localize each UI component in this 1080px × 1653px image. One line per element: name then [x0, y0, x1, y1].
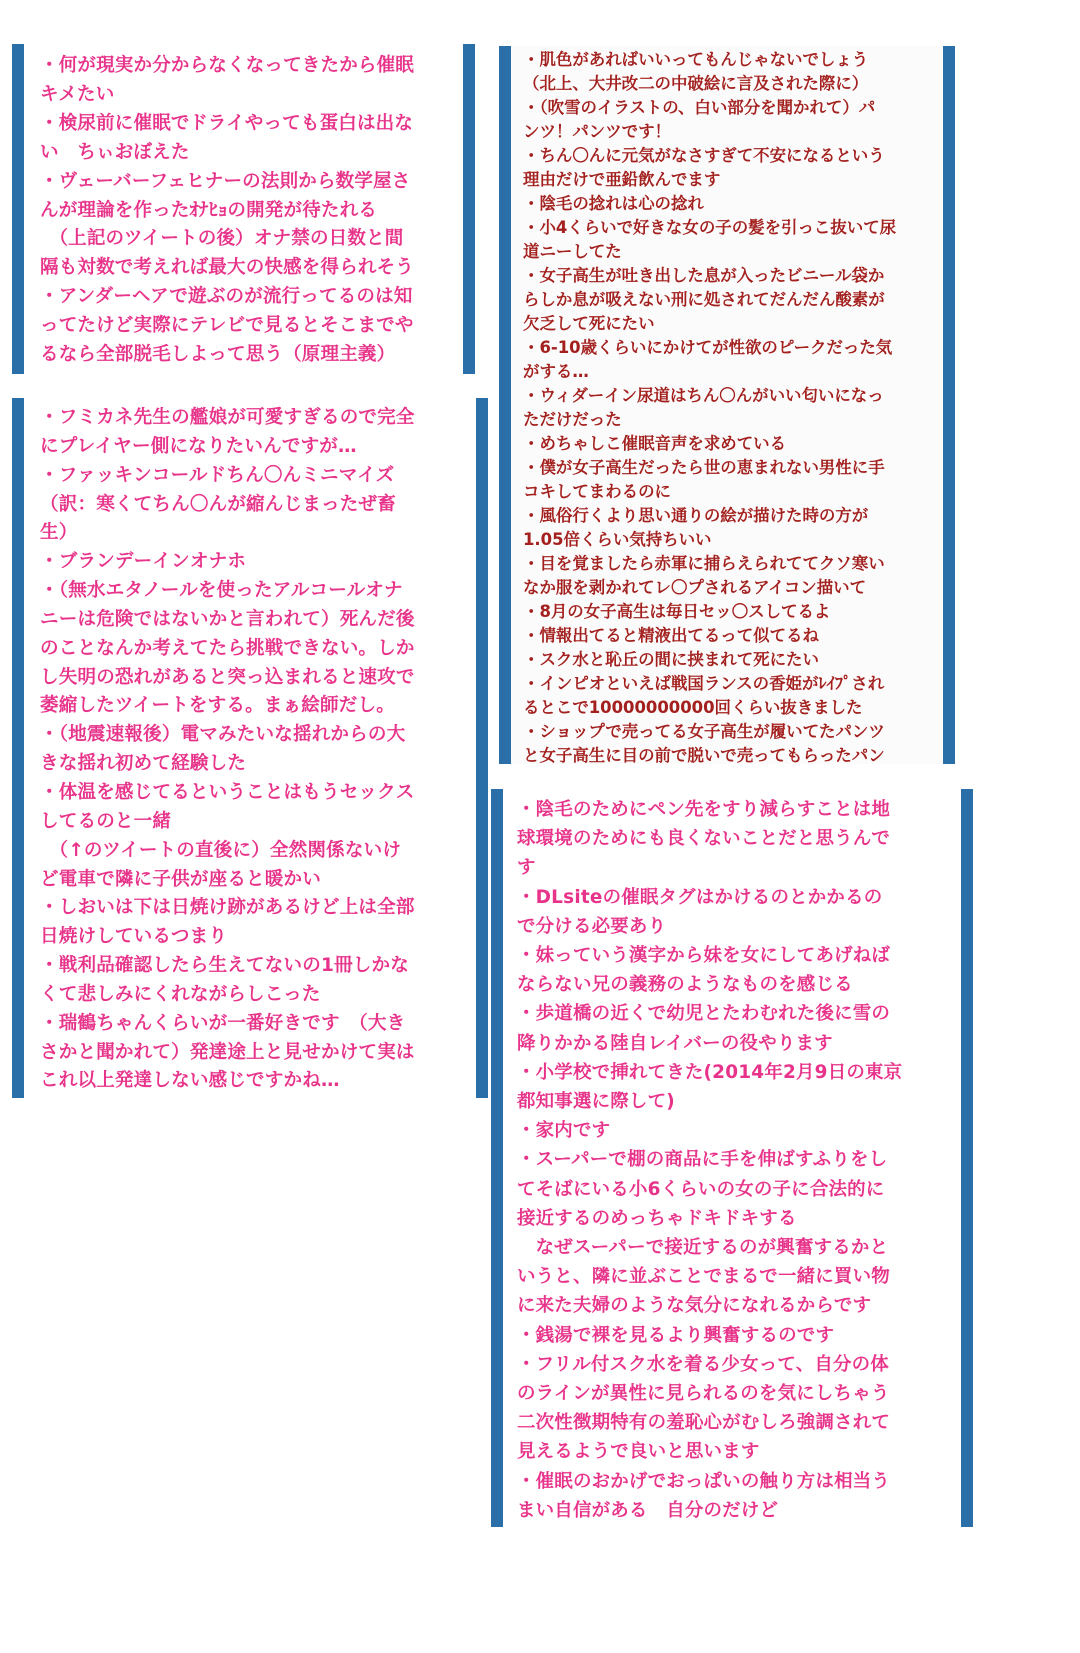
quote-line: ・陰毛の捻れは心の捻れ — [523, 194, 704, 213]
quote-line: ・目を覚ましたら赤軍に捕らえられててクソ寒い — [523, 554, 885, 573]
quote-line: ニーは危険ではないかと言われて）死んだ後 — [40, 608, 415, 630]
panel-c-lines — [523, 48, 955, 768]
quote-line: 球環境のためにも良くないことだと思うんで — [517, 828, 891, 850]
quote-line: 接近するのめっちゃドキドキする — [517, 1207, 797, 1229]
quote-line: ・ヴェーバーフェヒナーの法則から数学屋さ — [40, 170, 411, 192]
quote-line: ・ちん〇んに元気がなさすぎて不安になるという — [523, 146, 885, 165]
quote-line: 見えるようで良いと思います — [517, 1441, 760, 1463]
quote-line: ・スーパーで棚の商品に手を伸ばすふりをし — [517, 1149, 888, 1171]
quote-line: ・ブランデーインオナホ — [40, 551, 247, 573]
quote-line: （↑のツイートの直後に）全然関係ないけ — [40, 839, 402, 861]
quote-line: ・何が現実か分からなくなってきたから催眠 — [40, 55, 415, 76]
quote-line: 理由だけで亜鉛飲んでます — [523, 170, 721, 189]
quote-line: し失明の恐れがあると突っ込まれると速攻で — [40, 666, 415, 688]
quote-line: （北上、大井改二の中破絵に言及された際に） — [523, 74, 869, 93]
quote-line: ・検尿前に催眠でドライやっても蛋白は出な — [40, 112, 414, 134]
quote-line: ・風俗行くより思い通りの絵が描けた時の方が — [523, 506, 869, 525]
quote-line: ・しおいは下は日焼け跡があるけど上は全部 — [40, 897, 415, 919]
quote-line: す — [517, 857, 536, 879]
quote-line: （訳：寒くてちん〇んが縮んじまったぜ畜 — [40, 493, 396, 515]
quote-line: ・小学校で挿れてきた(2014年2月9日の東京 — [517, 1061, 903, 1083]
quote-line: くて悲しみにくれながらしこった — [40, 983, 321, 1005]
quote-panel-b — [12, 398, 488, 1098]
quote-line: 生） — [40, 522, 78, 544]
quote-line: ・DLsiteの催眠タグはかけるのとかかるの — [517, 886, 883, 908]
quote-line: 二次性徴期特有の羞恥心がむしろ強調されて — [517, 1412, 891, 1434]
quote-line: ・ファッキンコールドちん〇んミニマイズ — [40, 464, 395, 486]
quote-line: ・アンダーヘアで遊ぶのが流行ってるのは知 — [40, 286, 413, 308]
quote-line: ・8月の女子高生は毎日セッ〇スしてるよ — [523, 602, 831, 621]
quote-line: なか服を剥かれてレ〇プされるアイコン描いて — [523, 578, 867, 597]
quote-line: ・6-10歳くらいにかけてが性欲のピークだった気 — [523, 338, 893, 357]
quote-line: してるのと一緒 — [40, 810, 172, 832]
panel-c-left-bar — [499, 46, 511, 764]
quote-line: ど電車で隣に子供が座ると暖かい — [40, 868, 321, 890]
quote-line: これ以上発達しない感じですかね… — [40, 1070, 340, 1092]
quote-line: ・インピオといえば戦国ランスの香姫がﾚｲﾌﾟされ — [523, 674, 885, 693]
quote-line: なぜスーパーで接近するのが興奮するかと — [517, 1237, 889, 1259]
quote-line: ンツ！パンツです！ — [523, 122, 671, 141]
quote-line: ・フミカネ先生の艦娘が可愛すぎるので完全 — [40, 407, 415, 428]
quote-line: （上記のツイートの後）オナ禁の日数と間 — [40, 228, 404, 250]
quote-line: ・（地震速報後）電マみたいな揺れからの大 — [40, 724, 406, 746]
panel-d-left-bar — [491, 789, 503, 1527]
quote-line: ・めちゃしこ催眠音声を求めている — [523, 434, 787, 453]
panel-b-lines — [40, 404, 488, 1096]
quote-line: ・女子高生が吐き出した息が入ったビニール袋か — [523, 266, 885, 285]
quote-line: るなら全部脱毛しよって思う（原理主義） — [40, 344, 396, 366]
quote-line: ならない兄の義務のようなものを感じる — [517, 974, 853, 996]
quote-line: にプレイヤー側になりたいんですが… — [40, 435, 357, 457]
quote-line: い ちぃおぼえた — [40, 141, 190, 163]
quote-line: 都知事選に際して) — [517, 1091, 675, 1113]
quote-line: ・陰毛のためにペン先をすり減らすことは地 — [517, 799, 891, 820]
quote-line: 隔も対数で考えれば最大の快感を得られそう — [40, 257, 415, 279]
quote-line: キメたい — [40, 83, 115, 105]
quote-line: ・瑞鶴ちゃんくらいが一番好きです （大き — [40, 1012, 406, 1034]
quote-line: ・家内です — [517, 1120, 611, 1142]
quote-line: ・体温を感じてるということはもうセックス — [40, 781, 415, 803]
quote-panel-a — [12, 44, 475, 374]
quote-line: ・催眠のおかげでおっぱいの触り方は相当う — [517, 1470, 891, 1492]
quote-line: ・戦利品確認したら生えてないの1冊しかな — [40, 955, 409, 977]
panel-b-left-bar — [12, 398, 24, 1098]
quote-line: 降りかかる陸自レイバーの役やります — [517, 1032, 833, 1054]
quote-panel-c — [499, 46, 955, 764]
quote-line: ただけだった — [523, 410, 622, 429]
quote-line: ・妹っていう漢字から妹を女にしてあげねば — [517, 945, 891, 967]
quote-line: るとこで10000000000回くらい抜きました — [523, 698, 863, 717]
quote-line: さかと聞かれて）発達途上と見せかけて実は — [40, 1041, 415, 1063]
quote-line: 欠乏して死にたい — [523, 314, 655, 333]
quote-line: がする… — [523, 362, 589, 381]
quote-line: ・歩道橋の近くで幼児とたわむれた後に雪の — [517, 1003, 891, 1025]
quote-line: ・僕が女子高生だったら世の恵まれない男性に手 — [523, 458, 885, 477]
quote-line: ・（無水エタノールを使ったアルコールオナ — [40, 580, 403, 602]
quote-line: ・ショップで売ってる女子高生が履いてたパンツ — [523, 722, 885, 741]
quote-line: 日焼けしているつまり — [40, 926, 228, 948]
quote-line: 萎縮したツイートをする。まぁ絵師だし。 — [40, 695, 395, 717]
quote-line: で分ける必要あり — [517, 915, 667, 937]
quote-line: に来た夫婦のような気分になれるからです — [517, 1295, 872, 1317]
quote-line: ・フリル付スク水を着る少女って、自分の体 — [517, 1353, 889, 1375]
quote-line: てそばにいる小6くらいの女の子に合法的に — [517, 1178, 885, 1200]
quote-line: ・ウィダーイン尿道はちん〇んがいい匂いになっ — [523, 386, 884, 405]
quote-line: 道ニーしてた — [523, 242, 622, 261]
quote-line: ・スク水と恥丘の間に挟まれて死にたい — [523, 650, 819, 669]
panel-a-lines — [40, 52, 475, 370]
quote-line: と女子高生に目の前で脱いで売ってもらったパン — [523, 746, 885, 765]
quote-line: 1.05倍くらい気持ちいい — [523, 530, 712, 549]
panel-d-lines — [517, 795, 973, 1525]
panel-a-left-bar — [12, 44, 24, 374]
quote-line: ・（吹雪のイラストの、白い部分を聞かれて）パ — [523, 98, 876, 117]
quote-line: まい自信がある 自分のだけど — [517, 1499, 779, 1521]
quote-line: ・小4くらいで好きな女の子の髪を引っこ抜いて尿 — [523, 218, 897, 237]
quote-line: んが理論を作ったｵﾅﾋｮの開発が待たれる — [40, 199, 378, 221]
quote-line: いうと、隣に並ぶことでまるで一緒に買い物 — [517, 1266, 890, 1288]
quote-line: きな揺れ初めて経験した — [40, 753, 247, 775]
quote-line: コキしてまわるのに — [523, 482, 671, 501]
quote-line: ・肌色があればいいってもんじゃないでしょう — [523, 50, 869, 69]
quote-panel-d — [491, 789, 973, 1527]
quote-line: のことなんか考えてたら挑戦できない。しか — [40, 637, 415, 659]
quote-line: のラインが異性に見られるのを気にしちゃう — [517, 1383, 890, 1405]
quote-line: ってたけど実際にテレビで見るとそこまでや — [40, 315, 414, 337]
quote-line: らしか息が吸えない刑に処されてだんだん酸素が — [523, 290, 885, 309]
quote-line: ・情報出てると精液出てるって似てるね — [523, 626, 819, 645]
quote-line: ・銭湯で裸を見るより興奮するのです — [517, 1324, 835, 1346]
